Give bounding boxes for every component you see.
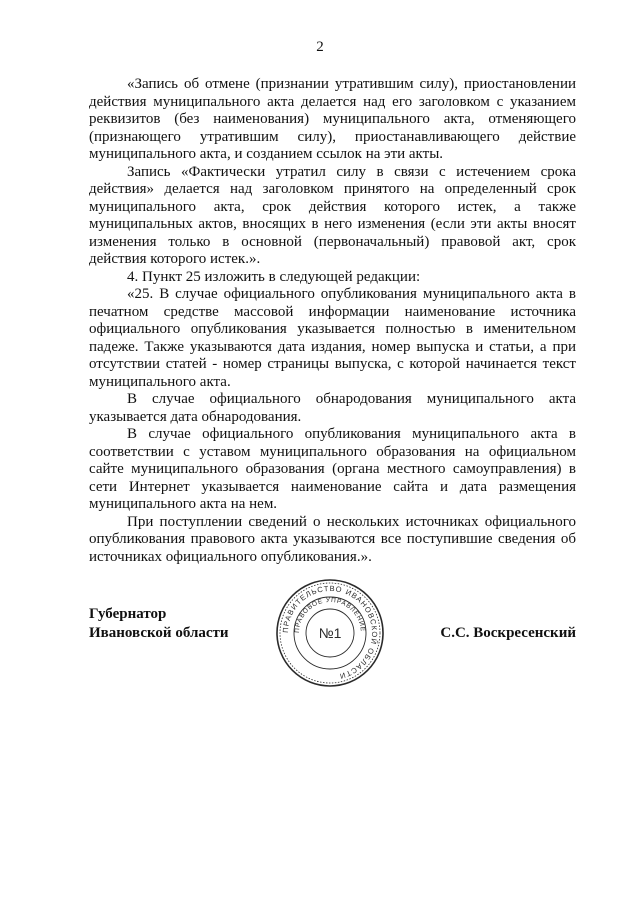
signatory-name: С.С. Воскресенский bbox=[440, 625, 576, 641]
signatory-title-line2: Ивановской области bbox=[89, 625, 229, 641]
paragraph-website: В случае официального опубликования муниципального акта в соответствии с уставом муниципального образования на официальном сайте муниципального образования (органа местного самоуправления) в сети Интернет указывается наименование сайта и дата размещения муниципального акта на нем. bbox=[89, 426, 576, 512]
paragraph-item-25-print: «25. В случае официального опубликования муниципального акта в печатном средстве массовой информации наименование источника официального опубликования указывается полностью в именительном падеже. Также указываются дата издания, номер выпуска и статьи, а при отсутствии статей - номер страницы выпуска, с которой начинается текст муниципального акта. bbox=[89, 286, 576, 390]
stamp-number: №1 bbox=[318, 625, 342, 641]
signatory-title-line1: Губернатор bbox=[89, 606, 167, 622]
stamp-outer-text: ПРАВИТЕЛЬСТВО ИВАНОВСКОЙ ОБЛАСТИ bbox=[280, 583, 380, 681]
paragraph-promulgation: В случае официального обнародования муниципального акта указывается дата обнародования. bbox=[89, 391, 576, 425]
paragraph-expired-record: Запись «Фактически утратил силу в связи с истечением срока действия» делается над заголовком принятого на определенный срок муниципального акта, срок действия которого истек, а также муниципальных актов, вносящих в него изменения (если эти акты вносят изменения только в основной (первоначальный) правовой акт, срок действия которого истек.». bbox=[89, 163, 576, 267]
official-seal-stamp bbox=[274, 577, 386, 689]
signatory-title bbox=[89, 605, 229, 643]
signature-block bbox=[89, 583, 576, 715]
paragraph-repeal-record: «Запись об отмене (признании утратившим силу), приостановлении действия муниципального акта делается над его заголовком с указанием реквизитов (без наименования) муниципального акта, отменяющего (признающего утратившим силу), приостанавливающего действие муниципального акта, и созданием ссылок на эти акты. bbox=[89, 76, 576, 162]
paragraph-multiple-sources: При поступлении сведений о нескольких источниках официального опубликования правового акта указываются все поступившие сведения об источниках официального опубликования.». bbox=[89, 513, 576, 565]
document-body bbox=[89, 76, 576, 566]
stamp-inner-text: ПРАВОВОЕ УПРАВЛЕНИЕ bbox=[293, 596, 367, 634]
page-number: 2 bbox=[316, 39, 324, 55]
paragraph-item-4: 4. Пункт 25 изложить в следующей редакции: bbox=[127, 268, 421, 285]
